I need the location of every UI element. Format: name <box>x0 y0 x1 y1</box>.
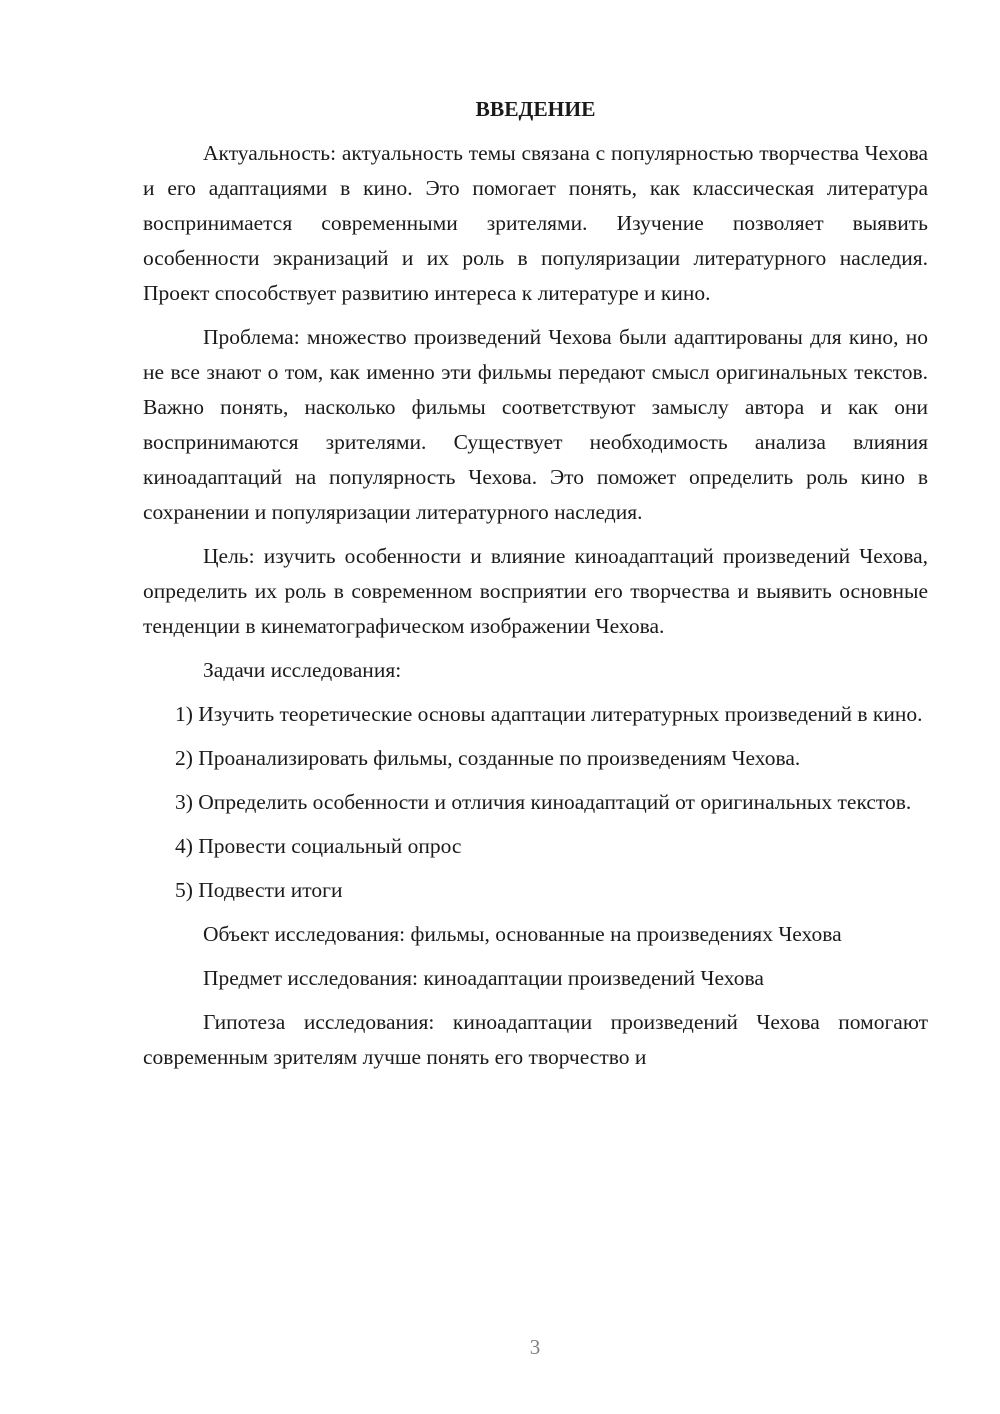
tasks-title: Задачи исследования: <box>203 658 402 682</box>
paragraph-subject: Предмет исследования: киноадаптации произведений Чехова <box>203 966 764 990</box>
task-item-4: 4) Провести социальный опрос <box>175 834 462 858</box>
task-item-3: 3) Определить особенности и отличия киноадаптаций от оригинальных текстов. <box>175 790 912 814</box>
document-page <box>143 92 928 1075</box>
paragraph-object: Объект исследования: фильмы, основанные на произведениях Чехова <box>203 922 842 946</box>
task-item-5: 5) Подвести итоги <box>175 878 343 902</box>
task-item-2: 2) Проанализировать фильмы, созданные по произведениям Чехова. <box>175 746 801 770</box>
page-number: 3 <box>529 1335 541 1359</box>
section-heading: ВВЕДЕНИЕ <box>475 97 596 121</box>
paragraph-hypothesis: Гипотеза исследования: киноадаптации произведений Чехова помогают современным зрителям лучше понять его творчество и <box>143 1010 928 1069</box>
task-item-1: 1) Изучить теоретические основы адаптации литературных произведений в кино. <box>175 702 923 726</box>
paragraph-relevance: Актуальность: актуальность темы связана с популярностью творчества Чехова и его адаптациями в кино. Это помогает понять, как классическая литература воспринимается современными зрителями. Изучение позволяет выявить особенности экранизаций и их роль в популяризации литературного наследия. Проект способствует развитию интереса к литературе и кино. <box>143 141 928 305</box>
paragraph-goal: Цель: изучить особенности и влияние киноадаптаций произведений Чехова, определить их роль в современном восприятии его творчества и выявить основные тенденции в кинематографическом изображении Чехова. <box>143 544 928 638</box>
paragraph-problem: Проблема: множество произведений Чехова были адаптированы для кино, но не все знают о том, как именно эти фильмы передают смысл оригинальных текстов. Важно понять, насколько фильмы соответствуют замыслу автора и как они воспринимаются зрителями. Существует необходимость анализа влияния киноадаптаций на популярность Чехова. Это поможет определить роль кино в сохранении и популяризации литературного наследия. <box>143 325 928 524</box>
